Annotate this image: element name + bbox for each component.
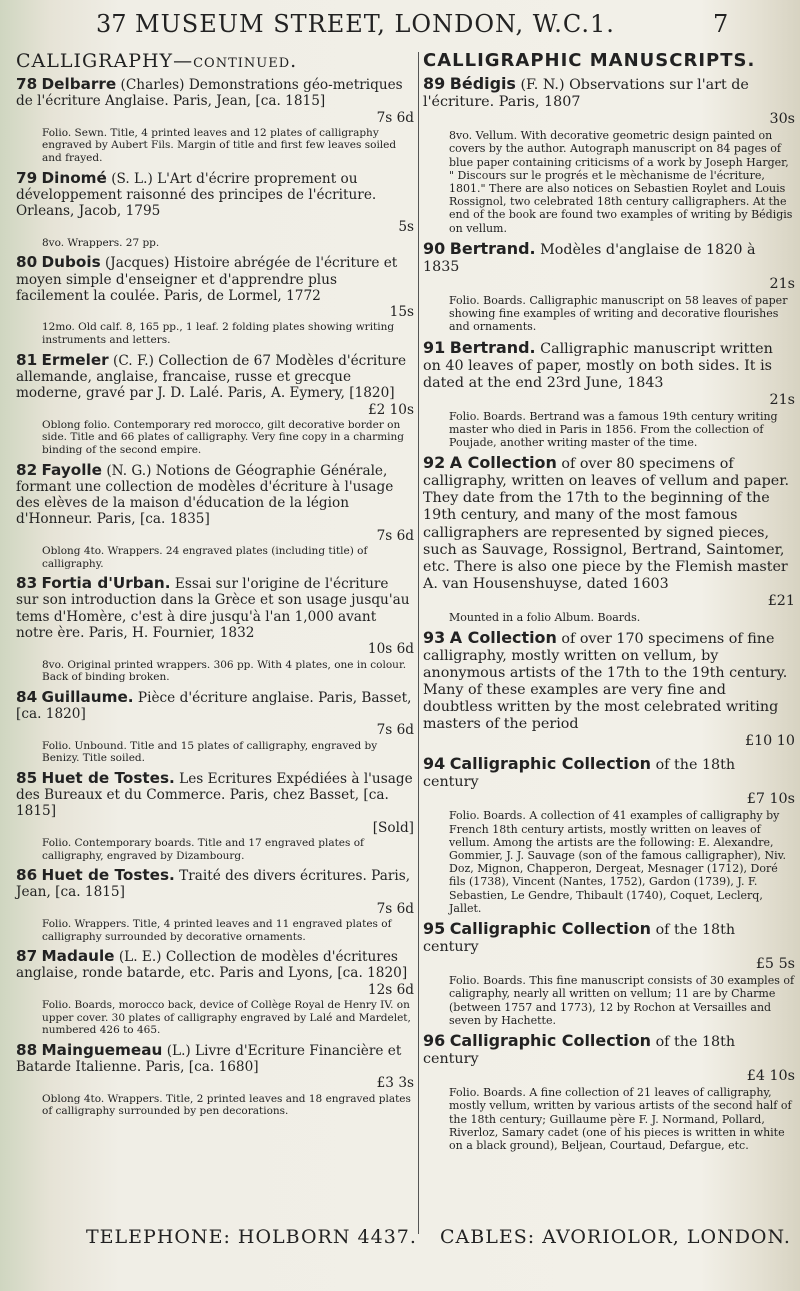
left-entry-list (16, 76, 414, 1118)
price-line (16, 901, 414, 917)
price: 21s (769, 275, 795, 292)
entry-description: Folio. Boards. A fine collection of 21 leaves of calligraphy, mostly vellum, written by various artists of the second half of the 18th century; Guillaume père F. J. Normand, Pollard, Riverloz, Samary cadet (one of his pieces is written in white on a black ground), Beljean, Courtaud, Defargue, etc. (449, 1086, 792, 1152)
catalogue-entry (16, 254, 414, 346)
price: 7s 6d (376, 900, 414, 917)
entry-title: (Charles) Demonstrations géo-metriques de l'écriture Anglaise. Paris, Jean, [ca. 1815] (16, 77, 403, 110)
right-entry-list (423, 75, 795, 1152)
price-line (16, 641, 414, 657)
price-line (423, 1068, 795, 1085)
entry-heading (16, 462, 414, 528)
catalogue-entry (16, 689, 414, 765)
catalogue-entry (423, 339, 795, 450)
entry-heading (423, 755, 795, 791)
price-line (16, 820, 414, 836)
catalogue-entry (16, 575, 414, 684)
author-name: Bédigis (449, 74, 516, 93)
lot-number: 89 (423, 74, 446, 93)
lot-number: 96 (423, 1030, 446, 1050)
entry-description: Folio. Contemporary boards. Title and 17 engraved plates of calligraphy, engraved by Dizambourg. (42, 836, 364, 862)
lot-number: 94 (423, 754, 446, 774)
author-name: A Collection (449, 453, 557, 473)
entry-heading (423, 629, 795, 733)
lot-number: 93 (423, 627, 446, 647)
price-line (423, 276, 795, 293)
catalogue-entry (423, 755, 795, 915)
price: £5 5s (755, 956, 795, 973)
entry-title: (Jacques) Histoire abrégée de l'écriture et moyen simple d'enseigner et d'apprendre plus facilement la coulée. Paris, de Lormel, 1772 (16, 255, 398, 304)
entry-title: of over 80 specimens of calligraphy, written on leaves of vellum and paper. They date from the 17th to the beginning of the 19th century, and many of the most famous calligraphers are represented by signed pieces, such as Sauvage, Rossignol, Bertrand, Saintomer, etc. There is also one piece by the Flemish master A. van Housenshuyse, dated 1603 (423, 456, 790, 592)
entry-heading (16, 352, 414, 402)
author-name: Dubois (41, 253, 101, 272)
price: £3 3s (376, 1075, 414, 1092)
entry-heading (16, 770, 414, 820)
author-name: Dinomé (41, 168, 107, 187)
price: 7s 6d (376, 527, 414, 544)
entry-heading (16, 575, 414, 641)
author-name: Ermeler (41, 350, 109, 369)
entry-title: (F. N.) Observations sur l'art de l'écriture. Paris, 1807 (423, 77, 749, 111)
entry-title: of the 18th century (423, 922, 736, 956)
section-title-manuscripts: CALLIGRAPHIC MANUSCRIPTS. (423, 50, 756, 71)
price-line (16, 304, 414, 320)
entry-title: Modèles d'anglaise de 1820 à 1835 (423, 241, 756, 275)
author-name: Huet de Tostes. (41, 768, 175, 787)
entry-heading (423, 1032, 795, 1068)
entry-description: Folio. Unbound. Title and 15 plates of calligraphy, engraved by Benizy. Title soiled. (42, 739, 378, 765)
price-line (423, 111, 795, 128)
author-name: Fayolle (41, 460, 102, 479)
catalogue-entry (16, 76, 414, 165)
right-column (423, 50, 795, 1157)
author-name: Calligraphic Collection (449, 754, 652, 774)
entry-heading (423, 454, 795, 592)
entry-title: of the 18th century (423, 757, 736, 791)
running-head (0, 4, 800, 44)
lot-number: 95 (423, 919, 446, 939)
entry-description: Folio. Boards. Calligraphic manuscript on 58 leaves of paper showing fine examples of writing and decorative flourishes and ornaments. (449, 293, 788, 334)
lot-number: 80 (16, 253, 38, 272)
entry-description: 8vo. Vellum. With decorative geometric design painted on covers by the author. Autograph manuscript on 84 pages of blue paper containing criticisms of a work by Joseph Harger, " Discours sur le progrés et le mèchanisme de l'écriture, 1801." There are also notices on Sebastien Roylet and Louis Rossignol, two celebrated 18th century calligraphers. At the end of the book are found two examples of writing by Bédigis on vellum. (449, 129, 793, 235)
page-number-right: 7 (713, 10, 729, 38)
catalogue-entry (423, 75, 795, 235)
price-line (16, 722, 414, 738)
entry-title: (N. G.) Notions de Géographie Générale, formant une collection de modèles d'écriture à l'usage des elèves de la maison d'éducation de la légion d'Honneur. Paris, [ca. 1835] (16, 462, 394, 528)
entry-description: Oblong folio. Contemporary red morocco, gilt decorative border on side. Title and 66 plates of calligraphy. Very fine copy in a charming binding of the second empire. (42, 418, 404, 456)
page-number-left: 37 (96, 10, 127, 38)
catalogue-entry (16, 170, 414, 250)
price: 7s 6d (376, 109, 414, 126)
entry-description: Folio. Wrappers. Title, 4 printed leaves and 11 engraved plates of calligraphy surrounded by decorative ornaments. (42, 917, 392, 943)
price: £7 10s (746, 791, 795, 808)
lot-number: 79 (16, 168, 38, 187)
author-name: Bertrand. (449, 238, 536, 258)
author-name: Mainguemeau (41, 1040, 163, 1059)
price-line (423, 791, 795, 808)
entry-heading (16, 254, 414, 304)
author-name: Bertrand. (449, 337, 536, 357)
lot-number: 84 (16, 687, 38, 706)
author-name: Calligraphic Collection (449, 1030, 652, 1050)
entry-title: Calligraphic manuscript written on 40 leaves of paper, mostly on both sides. It is dated at the end 23rd June, 1843 (423, 340, 773, 391)
entry-title: (S. L.) L'Art d'écrire proprement ou développement raisonné des principes de l'écriture. Orleans, Jacob, 1795 (16, 170, 377, 220)
entry-description: Folio. Boards. Bertrand was a famous 19th century writing master who died in Paris in 1856. From the collection of Poujade, another writing master of the time. (449, 409, 778, 450)
price-line (423, 956, 795, 973)
price-line (423, 593, 795, 610)
price: 15s (389, 304, 414, 321)
entry-title: Essai sur l'origine de l'écriture sur son introduction dans la Grèce et son usage jusqu'au tems d'Homère, c'est à dire jusqu'à l'an 1,000 avant notre ère. Paris, H. Fournier, 1832 (16, 576, 410, 641)
entry-title: (L.) Livre d'Ecriture Financière et Batarde Italienne. Paris, [ca. 1680] (16, 1042, 402, 1076)
lot-number: 92 (423, 453, 446, 473)
author-name: Fortia d'Urban. (41, 574, 171, 593)
lot-number: 87 (16, 947, 38, 966)
entry-heading (16, 1042, 414, 1076)
entry-description: Oblong 4to. Wrappers. 24 engraved plates (including title) of calligraphy. (42, 544, 368, 570)
entry-heading (423, 920, 795, 956)
author-name: Delbarre (41, 75, 117, 93)
price-line (16, 402, 414, 418)
catalogue-entry (16, 462, 414, 571)
price-line (16, 1075, 414, 1091)
entry-heading (423, 240, 795, 276)
page-footer (0, 1226, 800, 1256)
catalogue-entry (423, 629, 795, 750)
entry-description: 8vo. Wrappers. 27 pp. (42, 236, 160, 249)
price-line (16, 528, 414, 544)
lot-number: 86 (16, 866, 38, 885)
entry-description: 8vo. Original printed wrappers. 306 pp. With 4 plates, one in colour. Back of binding broken. (42, 658, 407, 684)
price: 10s 6d (367, 641, 414, 658)
lot-number: 91 (423, 337, 446, 357)
price: £21 (767, 592, 795, 609)
entry-description: Folio. Boards. A collection of 41 examples of calligraphy by French 18th century artists, mostly written on leaves of vellum. Among the artists are the following: E. Alexandre, Gommier, J. J. Sauvage (son of the famous calligrapher), Niv. Doz, Mignon, Chapperon, Dergeat, Mesnager (1712), Doré fils (1738), Vincent (Nantes, 1752), Gardon (1739), J. F. Sebastien, Le Gendre, Thibault (1740), Coquet, Leclerq, Jallet. (449, 809, 787, 915)
entry-heading (16, 76, 414, 110)
price-line (16, 219, 414, 235)
lot-number: 82 (16, 460, 38, 479)
footer-cables: CABLES: AVORIOLOR, LONDON. (440, 1226, 791, 1248)
entry-heading (16, 689, 414, 723)
price: £2 10s (367, 401, 414, 418)
catalogue-entry (16, 352, 414, 457)
entry-heading (423, 75, 795, 111)
price-line (16, 110, 414, 126)
lot-number: 90 (423, 238, 446, 258)
catalogue-entry (16, 1042, 414, 1118)
price-line (423, 733, 795, 750)
lot-number: 81 (16, 350, 38, 369)
author-name: Huet de Tostes. (41, 866, 175, 885)
price: 21s (769, 391, 795, 408)
entry-title: Pièce d'écriture anglaise. Paris, Basset, [ca. 1820] (16, 689, 412, 723)
catalogue-entry (16, 770, 414, 862)
entry-heading (16, 170, 414, 220)
price: 7s 6d (376, 722, 414, 739)
price-line (16, 982, 414, 998)
price: 5s (398, 219, 414, 236)
section-title-calligraphy: CALLIGRAPHY—continued. (16, 50, 298, 72)
entry-heading (16, 948, 414, 982)
entry-title: of the 18th century (423, 1033, 736, 1068)
catalogue-entry (423, 454, 795, 624)
entry-title: Les Ecritures Expédiées à l'usage des Bureaux et du Commerce. Paris, chez Basset, [ca. 1815] (16, 770, 413, 820)
price: [Sold] (372, 819, 414, 836)
entry-description: Mounted in a folio Album. Boards. (449, 610, 641, 624)
entry-description: Folio. Boards, morocco back, device of Collège Royal de Henry IV. on upper cover. 30 plates of calligraphy engraved by Lalé and Mardelet, numbered 426 to 465. (42, 998, 411, 1037)
price: 12s 6d (367, 981, 414, 998)
street-address: MUSEUM STREET, LONDON, W.C.1. (135, 10, 615, 38)
entry-title: of over 170 specimens of fine calligraphy, mostly written on vellum, by anonymous artists of the 17th to the 19th century. Many of these examples are very fine and doubtless written by the most celebrated writing masters of the period (423, 630, 788, 733)
catalogue-entry (423, 1032, 795, 1152)
price: 30s (769, 111, 795, 128)
lot-number: 78 (16, 75, 38, 93)
catalogue-entry (423, 920, 795, 1027)
left-column (16, 50, 414, 1123)
author-name: Calligraphic Collection (449, 919, 652, 939)
footer-telephone: TELEPHONE: HOLBORN 4437. (86, 1226, 417, 1248)
author-name: A Collection (449, 627, 557, 647)
catalogue-entry (16, 948, 414, 1037)
author-name: Madaule (41, 947, 115, 966)
entry-heading (423, 339, 795, 392)
lot-number: 88 (16, 1040, 38, 1059)
entry-description: 12mo. Old calf. 8, 165 pp., 1 leaf. 2 folding plates showing writing instruments and letters. (42, 321, 395, 347)
entry-description: Folio. Sewn. Title, 4 printed leaves and 12 plates of calligraphy engraved by Aubert Fils. Margin of title and first few leaves soiled and frayed. (42, 126, 397, 165)
catalogue-entry (16, 867, 414, 943)
entry-heading (16, 867, 414, 901)
entry-description: Folio. Boards. This fine manuscript consists of 30 examples of caligraphy, nearly all written on vellum; 11 are by Charme (between 1757 and 1773), 12 by Rochon at Versailles and seven by Hachette. (449, 974, 795, 1027)
catalogue-entry (423, 240, 795, 334)
entry-description: Oblong 4to. Wrappers. Title, 2 printed leaves and 18 engraved plates of calligraphy surrounded by pen decorations. (42, 1092, 411, 1118)
lot-number: 85 (16, 768, 38, 787)
price: £10 10 (744, 733, 795, 750)
price-line (423, 392, 795, 409)
column-divider (418, 52, 419, 1234)
entry-title: Traité des divers écritures. Paris, Jean, [ca. 1815] (16, 868, 411, 901)
price: £4 10s (746, 1068, 795, 1085)
entry-title: (L. E.) Collection de modèles d'écritures anglaise, ronde batarde, etc. Paris and Lyons, [ca. 1820] (16, 949, 408, 982)
entry-title: (C. F.) Collection de 67 Modèles d'écriture allemande, anglaise, francaise, russe et grecque moderne, gravé par J. D. Lalé. Paris, A. Eymery, [1820] (16, 352, 407, 402)
lot-number: 83 (16, 574, 38, 593)
author-name: Guillaume. (41, 687, 134, 706)
